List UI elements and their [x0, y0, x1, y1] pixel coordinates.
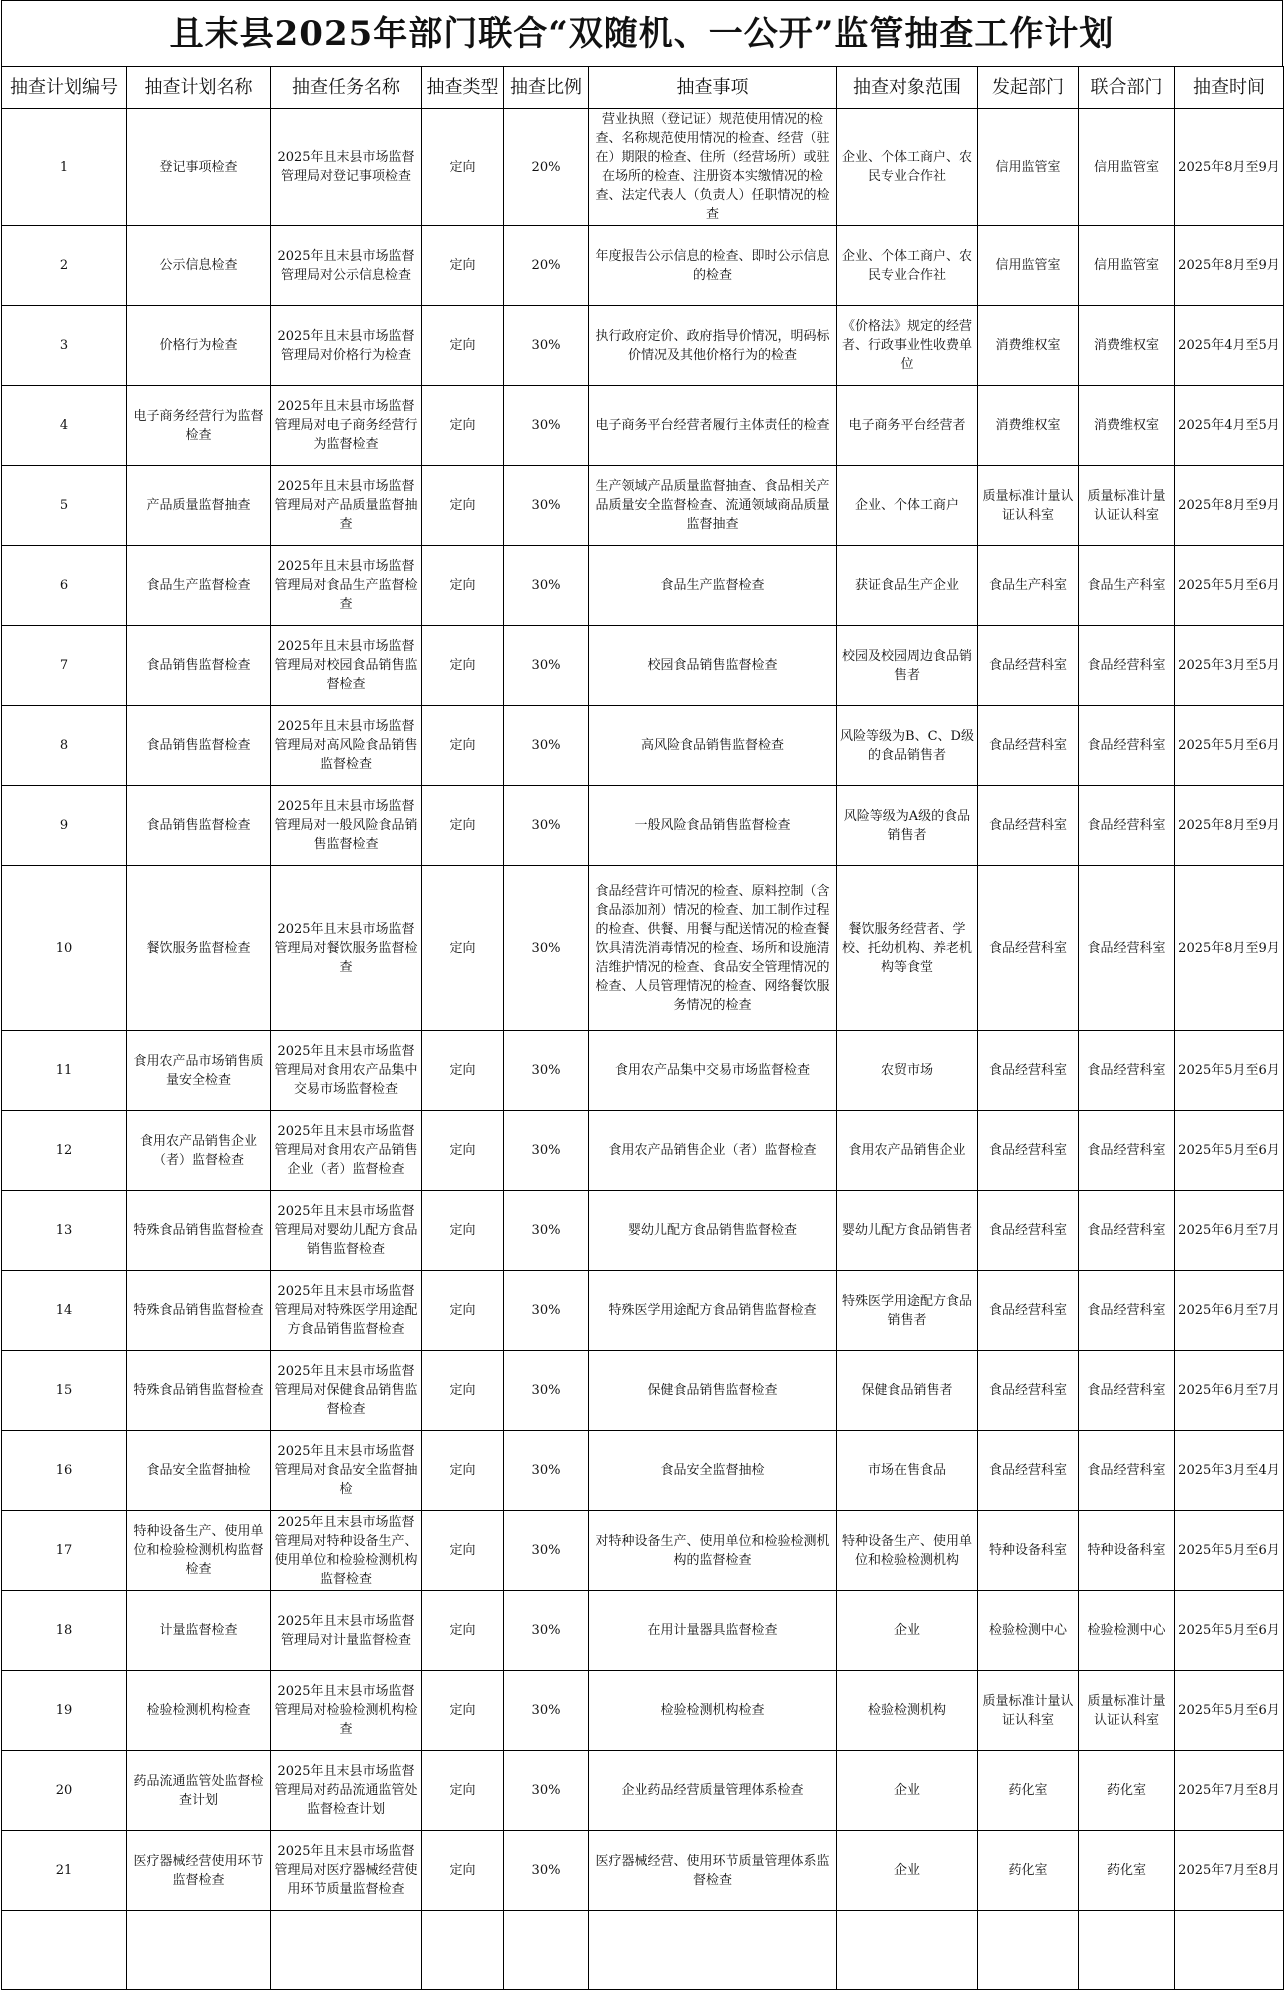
cell-target-scope: 风险等级为B、C、D级的食品销售者	[837, 706, 978, 786]
cell-plan-name: 医疗器械经营使用环节监督检查	[127, 1831, 271, 1911]
cell-check-time: 2025年3月至5月	[1175, 626, 1284, 706]
cell-check-time: 2025年4月至5月	[1175, 306, 1284, 386]
cell-check-matter: 食品安全监督抽检	[589, 1431, 837, 1511]
cell-target-scope: 保健食品销售者	[837, 1351, 978, 1431]
header-plan-name: 抽查计划名称	[127, 67, 271, 109]
cell-check-matter: 电子商务平台经营者履行主体责任的检查	[589, 386, 837, 466]
cell-check-matter: 企业药品经营质量管理体系检查	[589, 1751, 837, 1831]
cell-check-type: 定向	[422, 1271, 504, 1351]
cell-check-type: 定向	[422, 466, 504, 546]
cell-plan-name: 价格行为检查	[127, 306, 271, 386]
cell-plan-number: 6	[2, 546, 127, 626]
cell-check-matter: 食用农产品销售企业（者）监督检查	[589, 1111, 837, 1191]
empty-cell	[2, 1911, 127, 1990]
empty-cell	[504, 1911, 589, 1990]
cell-check-ratio: 30%	[504, 1191, 589, 1271]
cell-target-scope: 获证食品生产企业	[837, 546, 978, 626]
cell-task-name: 2025年且末县市场监督管理局对校园食品销售监督检查	[271, 626, 422, 706]
cell-check-type: 定向	[422, 866, 504, 1031]
cell-plan-number: 7	[2, 626, 127, 706]
cell-check-time: 2025年5月至6月	[1175, 1111, 1284, 1191]
cell-target-scope: 市场在售食品	[837, 1431, 978, 1511]
cell-origin-dept: 食品经营科室	[978, 1191, 1079, 1271]
cell-check-matter: 保健食品销售监督检查	[589, 1351, 837, 1431]
cell-joint-dept: 食品生产科室	[1079, 546, 1175, 626]
cell-check-ratio: 30%	[504, 866, 589, 1031]
empty-cell	[271, 1911, 422, 1990]
cell-check-type: 定向	[422, 386, 504, 466]
table-row	[2, 306, 1284, 386]
cell-check-type: 定向	[422, 306, 504, 386]
cell-joint-dept: 食品经营科室	[1079, 706, 1175, 786]
cell-target-scope: 企业、个体工商户	[837, 466, 978, 546]
cell-task-name: 2025年且末县市场监督管理局对特种设备生产、使用单位和检验检测机构监督检查	[271, 1511, 422, 1591]
cell-check-ratio: 30%	[504, 466, 589, 546]
cell-task-name: 2025年且末县市场监督管理局对食品安全监督抽检	[271, 1431, 422, 1511]
cell-check-time: 2025年8月至9月	[1175, 226, 1284, 306]
cell-target-scope: 特种设备生产、使用单位和检验检测机构	[837, 1511, 978, 1591]
cell-check-time: 2025年6月至7月	[1175, 1271, 1284, 1351]
cell-check-ratio: 30%	[504, 1511, 589, 1591]
cell-plan-number: 12	[2, 1111, 127, 1191]
cell-plan-name: 登记事项检查	[127, 109, 271, 226]
table-row	[2, 866, 1284, 1031]
cell-check-matter: 特殊医学用途配方食品销售监督检查	[589, 1271, 837, 1351]
empty-cell	[1175, 1911, 1284, 1990]
cell-origin-dept: 信用监管室	[978, 226, 1079, 306]
cell-task-name: 2025年且末县市场监督管理局对计量监督检查	[271, 1591, 422, 1671]
cell-task-name: 2025年且末县市场监督管理局对食用农产品销售企业（者）监督检查	[271, 1111, 422, 1191]
header-check-type: 抽查类型	[422, 67, 504, 109]
cell-plan-name: 食品销售监督检查	[127, 786, 271, 866]
cell-check-type: 定向	[422, 109, 504, 226]
cell-plan-number: 11	[2, 1031, 127, 1111]
cell-check-matter: 医疗器械经营、使用环节质量管理体系监督检查	[589, 1831, 837, 1911]
cell-task-name: 2025年且末县市场监督管理局对价格行为检查	[271, 306, 422, 386]
cell-check-matter: 婴幼儿配方食品销售监督检查	[589, 1191, 837, 1271]
header-check-time: 抽查时间	[1175, 67, 1284, 109]
cell-check-ratio: 30%	[504, 1111, 589, 1191]
cell-check-type: 定向	[422, 1591, 504, 1671]
cell-plan-name: 计量监督检查	[127, 1591, 271, 1671]
table-row	[2, 1431, 1284, 1511]
cell-plan-name: 食品生产监督检查	[127, 546, 271, 626]
cell-check-time: 2025年8月至9月	[1175, 786, 1284, 866]
cell-target-scope: 企业、个体工商户、农民专业合作社	[837, 226, 978, 306]
cell-plan-name: 食用农产品销售企业（者）监督检查	[127, 1111, 271, 1191]
cell-check-time: 2025年5月至6月	[1175, 1591, 1284, 1671]
cell-joint-dept: 食品经营科室	[1079, 1431, 1175, 1511]
cell-check-ratio: 30%	[504, 546, 589, 626]
cell-joint-dept: 食品经营科室	[1079, 1031, 1175, 1111]
header-origin-dept: 发起部门	[978, 67, 1079, 109]
cell-check-type: 定向	[422, 626, 504, 706]
table-row	[2, 1111, 1284, 1191]
cell-target-scope: 企业	[837, 1751, 978, 1831]
cell-joint-dept: 食品经营科室	[1079, 866, 1175, 1031]
table-row	[2, 1511, 1284, 1591]
cell-check-type: 定向	[422, 1511, 504, 1591]
cell-task-name: 2025年且末县市场监督管理局对食品生产监督检查	[271, 546, 422, 626]
cell-origin-dept: 食品经营科室	[978, 1431, 1079, 1511]
cell-joint-dept: 食品经营科室	[1079, 1191, 1175, 1271]
cell-origin-dept: 质量标准计量认证认科室	[978, 1671, 1079, 1751]
cell-check-matter: 检验检测机构检查	[589, 1671, 837, 1751]
cell-check-type: 定向	[422, 1111, 504, 1191]
cell-target-scope: 食用农产品销售企业	[837, 1111, 978, 1191]
cell-check-type: 定向	[422, 1351, 504, 1431]
cell-plan-number: 16	[2, 1431, 127, 1511]
cell-joint-dept: 食品经营科室	[1079, 1271, 1175, 1351]
cell-check-time: 2025年3月至4月	[1175, 1431, 1284, 1511]
cell-plan-number: 8	[2, 706, 127, 786]
cell-joint-dept: 消费维权室	[1079, 306, 1175, 386]
cell-check-matter: 年度报告公示信息的检查、即时公示信息的检查	[589, 226, 837, 306]
cell-plan-name: 公示信息检查	[127, 226, 271, 306]
empty-table-row	[2, 1911, 1284, 1990]
cell-joint-dept: 食品经营科室	[1079, 1351, 1175, 1431]
table-row	[2, 786, 1284, 866]
cell-target-scope: 婴幼儿配方食品销售者	[837, 1191, 978, 1271]
table-row	[2, 706, 1284, 786]
cell-joint-dept: 食品经营科室	[1079, 626, 1175, 706]
plan-table	[1, 66, 1284, 1990]
cell-check-ratio: 30%	[504, 1591, 589, 1671]
cell-check-type: 定向	[422, 706, 504, 786]
cell-origin-dept: 药化室	[978, 1751, 1079, 1831]
cell-plan-name: 电子商务经营行为监督检查	[127, 386, 271, 466]
cell-joint-dept: 消费维权室	[1079, 386, 1175, 466]
cell-check-matter: 食品经营许可情况的检查、原料控制（含食品添加剂）情况的检查、加工制作过程的检查、供餐、用餐与配送情况的检查餐饮具清洗消毒情况的检查、场所和设施清洁维护情况的检查、食品安全管理情况的检查、人员管理情况的检查、网络餐饮服务情况的检查	[589, 866, 837, 1031]
cell-check-type: 定向	[422, 1031, 504, 1111]
table-row	[2, 109, 1284, 226]
cell-task-name: 2025年且末县市场监督管理局对餐饮服务监督检查	[271, 866, 422, 1031]
table-row	[2, 386, 1284, 466]
cell-check-ratio: 30%	[504, 1271, 589, 1351]
empty-cell	[589, 1911, 837, 1990]
cell-target-scope: 特殊医学用途配方食品销售者	[837, 1271, 978, 1351]
cell-joint-dept: 食品经营科室	[1079, 786, 1175, 866]
table-row	[2, 226, 1284, 306]
cell-check-time: 2025年7月至8月	[1175, 1751, 1284, 1831]
cell-target-scope: 电子商务平台经营者	[837, 386, 978, 466]
cell-target-scope: 企业、个体工商户、农民专业合作社	[837, 109, 978, 226]
header-check-matter: 抽查事项	[589, 67, 837, 109]
cell-plan-number: 15	[2, 1351, 127, 1431]
cell-origin-dept: 食品经营科室	[978, 626, 1079, 706]
cell-check-time: 2025年5月至6月	[1175, 1671, 1284, 1751]
cell-plan-name: 食品销售监督检查	[127, 626, 271, 706]
cell-origin-dept: 消费维权室	[978, 386, 1079, 466]
cell-origin-dept: 食品生产科室	[978, 546, 1079, 626]
cell-plan-name: 药品流通监管处监督检查计划	[127, 1751, 271, 1831]
cell-joint-dept: 质量标准计量认证认科室	[1079, 1671, 1175, 1751]
cell-origin-dept: 食品经营科室	[978, 1271, 1079, 1351]
cell-check-time: 2025年5月至6月	[1175, 1031, 1284, 1111]
cell-task-name: 2025年且末县市场监督管理局对保健食品销售监督检查	[271, 1351, 422, 1431]
cell-check-ratio: 30%	[504, 1431, 589, 1511]
cell-task-name: 2025年且末县市场监督管理局对一般风险食品销售监督检查	[271, 786, 422, 866]
cell-origin-dept: 食品经营科室	[978, 786, 1079, 866]
cell-check-time: 2025年8月至9月	[1175, 466, 1284, 546]
cell-plan-name: 餐饮服务监督检查	[127, 866, 271, 1031]
cell-plan-name: 特种设备生产、使用单位和检验检测机构监督检查	[127, 1511, 271, 1591]
table-row	[2, 546, 1284, 626]
empty-cell	[127, 1911, 271, 1990]
cell-target-scope: 校园及校园周边食品销售者	[837, 626, 978, 706]
cell-origin-dept: 特种设备科室	[978, 1511, 1079, 1591]
cell-plan-name: 食品安全监督抽检	[127, 1431, 271, 1511]
cell-plan-number: 13	[2, 1191, 127, 1271]
cell-check-ratio: 30%	[504, 306, 589, 386]
cell-task-name: 2025年且末县市场监督管理局对特殊医学用途配方食品销售监督检查	[271, 1271, 422, 1351]
cell-plan-number: 3	[2, 306, 127, 386]
header-plan-number: 抽查计划编号	[2, 67, 127, 109]
cell-check-matter: 食用农产品集中交易市场监督检查	[589, 1031, 837, 1111]
cell-target-scope: 风险等级为A级的食品销售者	[837, 786, 978, 866]
cell-check-ratio: 30%	[504, 706, 589, 786]
table-row	[2, 1271, 1284, 1351]
cell-check-type: 定向	[422, 1671, 504, 1751]
cell-check-time: 2025年6月至7月	[1175, 1351, 1284, 1431]
cell-check-type: 定向	[422, 226, 504, 306]
empty-cell	[837, 1911, 978, 1990]
cell-task-name: 2025年且末县市场监督管理局对药品流通监管处监督检查计划	[271, 1751, 422, 1831]
cell-check-time: 2025年7月至8月	[1175, 1831, 1284, 1911]
cell-plan-number: 20	[2, 1751, 127, 1831]
cell-task-name: 2025年且末县市场监督管理局对电子商务经营行为监督检查	[271, 386, 422, 466]
cell-check-time: 2025年8月至9月	[1175, 109, 1284, 226]
table-row	[2, 1191, 1284, 1271]
cell-task-name: 2025年且末县市场监督管理局对公示信息检查	[271, 226, 422, 306]
cell-check-time: 2025年5月至6月	[1175, 546, 1284, 626]
cell-check-ratio: 30%	[504, 1671, 589, 1751]
table-row	[2, 1351, 1284, 1431]
cell-plan-number: 17	[2, 1511, 127, 1591]
cell-origin-dept: 食品经营科室	[978, 1351, 1079, 1431]
cell-task-name: 2025年且末县市场监督管理局对高风险食品销售监督检查	[271, 706, 422, 786]
cell-task-name: 2025年且末县市场监督管理局对检验检测机构检查	[271, 1671, 422, 1751]
cell-check-type: 定向	[422, 1431, 504, 1511]
cell-plan-name: 检验检测机构检查	[127, 1671, 271, 1751]
cell-check-time: 2025年5月至6月	[1175, 1511, 1284, 1591]
header-check-ratio: 抽查比例	[504, 67, 589, 109]
cell-check-matter: 对特种设备生产、使用单位和检验检测机构的监督检查	[589, 1511, 837, 1591]
cell-origin-dept: 食品经营科室	[978, 1031, 1079, 1111]
cell-origin-dept: 食品经营科室	[978, 866, 1079, 1031]
table-row	[2, 626, 1284, 706]
cell-target-scope: 检验检测机构	[837, 1671, 978, 1751]
cell-check-matter: 高风险食品销售监督检查	[589, 706, 837, 786]
cell-check-ratio: 30%	[504, 1751, 589, 1831]
cell-target-scope: 企业	[837, 1591, 978, 1671]
empty-cell	[978, 1911, 1079, 1990]
cell-check-ratio: 30%	[504, 786, 589, 866]
cell-plan-name: 特殊食品销售监督检查	[127, 1351, 271, 1431]
cell-joint-dept: 信用监管室	[1079, 109, 1175, 226]
cell-joint-dept: 药化室	[1079, 1831, 1175, 1911]
cell-plan-number: 18	[2, 1591, 127, 1671]
cell-target-scope: 农贸市场	[837, 1031, 978, 1111]
cell-plan-number: 2	[2, 226, 127, 306]
table-header-row	[2, 67, 1284, 109]
cell-origin-dept: 信用监管室	[978, 109, 1079, 226]
cell-plan-number: 19	[2, 1671, 127, 1751]
cell-check-type: 定向	[422, 1831, 504, 1911]
cell-check-ratio: 20%	[504, 109, 589, 226]
cell-origin-dept: 药化室	[978, 1831, 1079, 1911]
table-row	[2, 1751, 1284, 1831]
header-task-name: 抽查任务名称	[271, 67, 422, 109]
cell-check-time: 2025年6月至7月	[1175, 1191, 1284, 1271]
cell-origin-dept: 食品经营科室	[978, 1111, 1079, 1191]
cell-joint-dept: 特种设备科室	[1079, 1511, 1175, 1591]
cell-check-time: 2025年5月至6月	[1175, 706, 1284, 786]
cell-check-ratio: 30%	[504, 1031, 589, 1111]
cell-check-time: 2025年8月至9月	[1175, 866, 1284, 1031]
cell-plan-number: 14	[2, 1271, 127, 1351]
cell-plan-name: 产品质量监督抽查	[127, 466, 271, 546]
cell-check-matter: 一般风险食品销售监督检查	[589, 786, 837, 866]
cell-check-matter: 营业执照（登记证）规范使用情况的检查、名称规范使用情况的检查、经营（驻在）期限的检查、住所（经营场所）或驻在场所的检查、注册资本实缴情况的检查、法定代表人（负责人）任职情况的检查	[589, 109, 837, 226]
table-row	[2, 1671, 1284, 1751]
cell-joint-dept: 检验检测中心	[1079, 1591, 1175, 1671]
table-row	[2, 1591, 1284, 1671]
cell-plan-number: 1	[2, 109, 127, 226]
empty-cell	[422, 1911, 504, 1990]
cell-target-scope: 企业	[837, 1831, 978, 1911]
cell-joint-dept: 信用监管室	[1079, 226, 1175, 306]
cell-plan-number: 21	[2, 1831, 127, 1911]
cell-check-ratio: 30%	[504, 626, 589, 706]
cell-joint-dept: 食品经营科室	[1079, 1111, 1175, 1191]
cell-origin-dept: 消费维权室	[978, 306, 1079, 386]
cell-plan-number: 10	[2, 866, 127, 1031]
header-joint-dept: 联合部门	[1079, 67, 1175, 109]
cell-check-ratio: 30%	[504, 386, 589, 466]
table-row	[2, 1831, 1284, 1911]
cell-task-name: 2025年且末县市场监督管理局对食用农产品集中交易市场监督检查	[271, 1031, 422, 1111]
cell-joint-dept: 质量标准计量认证认科室	[1079, 466, 1175, 546]
cell-task-name: 2025年且末县市场监督管理局对婴幼儿配方食品销售监督检查	[271, 1191, 422, 1271]
cell-check-ratio: 30%	[504, 1351, 589, 1431]
cell-check-matter: 食品生产监督检查	[589, 546, 837, 626]
cell-task-name: 2025年且末县市场监督管理局对产品质量监督抽查	[271, 466, 422, 546]
cell-check-matter: 生产领域产品质量监督抽查、食品相关产品质量安全监督检查、流通领域商品质量监督抽查	[589, 466, 837, 546]
cell-plan-number: 5	[2, 466, 127, 546]
cell-check-ratio: 20%	[504, 226, 589, 306]
cell-check-matter: 执行政府定价、政府指导价情况，明码标价情况及其他价格行为的检查	[589, 306, 837, 386]
cell-target-scope: 餐饮服务经营者、学校、托幼机构、养老机构等食堂	[837, 866, 978, 1031]
cell-check-type: 定向	[422, 786, 504, 866]
cell-origin-dept: 检验检测中心	[978, 1591, 1079, 1671]
table-row	[2, 1031, 1284, 1111]
cell-check-ratio: 30%	[504, 1831, 589, 1911]
cell-task-name: 2025年且末县市场监督管理局对登记事项检查	[271, 109, 422, 226]
cell-task-name: 2025年且末县市场监督管理局对医疗器械经营使用环节质量监督检查	[271, 1831, 422, 1911]
cell-target-scope: 《价格法》规定的经营者、行政事业性收费单位	[837, 306, 978, 386]
cell-check-type: 定向	[422, 1751, 504, 1831]
empty-cell	[1079, 1911, 1175, 1990]
cell-check-type: 定向	[422, 1191, 504, 1271]
cell-plan-name: 特殊食品销售监督检查	[127, 1191, 271, 1271]
cell-plan-number: 4	[2, 386, 127, 466]
cell-plan-number: 9	[2, 786, 127, 866]
cell-plan-name: 食品销售监督检查	[127, 706, 271, 786]
cell-check-time: 2025年4月至5月	[1175, 386, 1284, 466]
cell-check-matter: 在用计量器具监督检查	[589, 1591, 837, 1671]
page-title: 且末县2025年部门联合“双随机、一公开”监管抽查工作计划	[1, 0, 1283, 66]
table-row	[2, 466, 1284, 546]
cell-plan-name: 食用农产品市场销售质量安全检查	[127, 1031, 271, 1111]
cell-check-matter: 校园食品销售监督检查	[589, 626, 837, 706]
cell-joint-dept: 药化室	[1079, 1751, 1175, 1831]
cell-check-type: 定向	[422, 546, 504, 626]
cell-origin-dept: 质量标准计量认证认科室	[978, 466, 1079, 546]
cell-origin-dept: 食品经营科室	[978, 706, 1079, 786]
cell-plan-name: 特殊食品销售监督检查	[127, 1271, 271, 1351]
header-target-scope: 抽查对象范围	[837, 67, 978, 109]
